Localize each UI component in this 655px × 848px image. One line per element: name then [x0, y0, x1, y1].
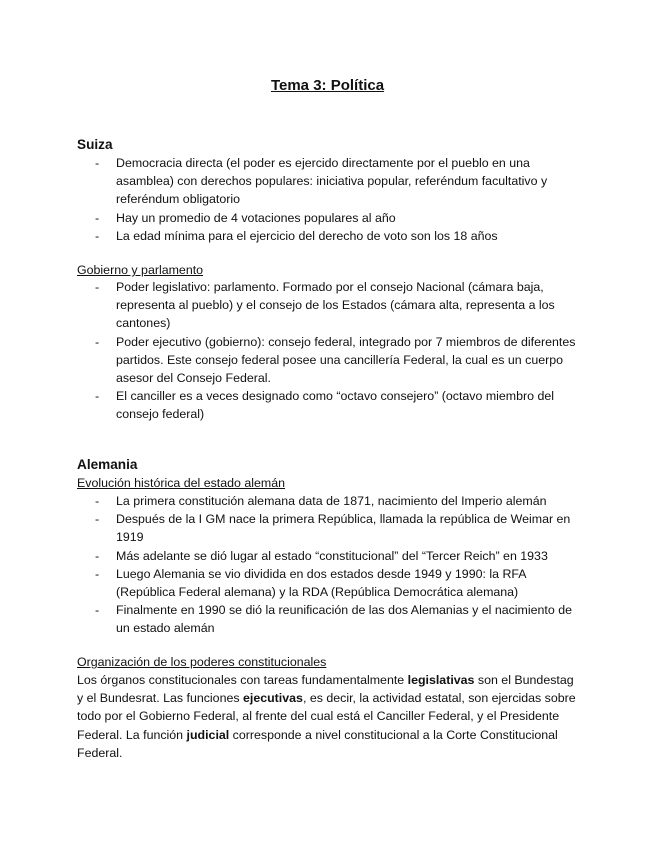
- page-title: Tema 3: Política: [270, 77, 385, 94]
- paragraph-text: , es decir, la actividad estatal, son ejercidas sobre todo por el Gobierno Federal, al frente del cual está el Canciller Federal, y el Presidente Federal. La función: [77, 691, 576, 742]
- list-item: - Finalmente en 1990 se dió la reunificación de las dos Alemanias y el nacimiento de un estado alemán: [77, 601, 577, 637]
- list-item: - La edad mínima para el ejercicio del derecho de voto son los 18 años: [77, 227, 577, 245]
- list-item: - Más adelante se dió lugar al estado “constitucional” del “Tercer Reich” en 1933: [77, 547, 577, 565]
- list-item: - Poder ejecutivo (gobierno): consejo federal, integrado por 7 miembros de diferentes partidos. Este consejo federal posee una cancillería Federal, la cual es un cuerpo asesor del Consejo Federal.: [77, 333, 577, 388]
- section-heading-alemania: Alemania: [77, 457, 138, 472]
- subheading-gobierno: Gobierno y parlamento: [77, 263, 204, 277]
- paragraph-text: son el Bundestag y el Bundesrat. Las funciones: [77, 673, 574, 706]
- evolucion-bullet-list: [77, 492, 577, 638]
- list-item: - El canciller es a veces designado como “octavo consejero” (octavo miembro del consejo federal): [77, 387, 577, 423]
- suiza-bullet-list: [77, 154, 577, 245]
- paragraph-text: corresponde a nivel constitucional a la Corte Constitucional Federal.: [77, 727, 558, 760]
- section-heading-suiza: Suiza: [77, 137, 113, 152]
- bold-term-legislativas: legislativas: [407, 673, 475, 687]
- paragraph-text: Los órganos constitucionales con tareas fundamentalmente: [77, 673, 408, 687]
- list-item: - La primera constitución alemana data de 1871, nacimiento del Imperio alemán: [77, 492, 577, 510]
- bold-term-judicial: judicial: [186, 727, 230, 742]
- list-item: - Luego Alemania se vio dividida en dos estados desde 1949 y 1990: la RFA (República Federal alemana) y la RDA (República Democrática alemana): [77, 565, 577, 601]
- gobierno-bullet-list: [77, 278, 577, 424]
- list-item: - Hay un promedio de 4 votaciones populares al año: [77, 209, 577, 227]
- organizacion-paragraph: [77, 671, 577, 762]
- subheading-organizacion: Organización de los poderes constitucionales: [77, 655, 327, 669]
- list-item: - Democracia directa (el poder es ejercido directamente por el pueblo en una asamblea) con derechos populares: iniciativa popular, referéndum facultativo y referéndum obligatorio: [77, 154, 577, 209]
- list-item: - Poder legislativo: parlamento. Formado por el consejo Nacional (cámara baja, representa al pueblo) y el consejo de los Estados (cámara alta, representa a los cantones): [77, 278, 577, 333]
- list-item: - Después de la I GM nace la primera República, llamada la república de Weimar en 1919: [77, 510, 577, 546]
- subheading-evolucion: Evolución histórica del estado alemán: [77, 476, 286, 490]
- bold-term-ejecutivas: ejecutivas: [243, 691, 303, 706]
